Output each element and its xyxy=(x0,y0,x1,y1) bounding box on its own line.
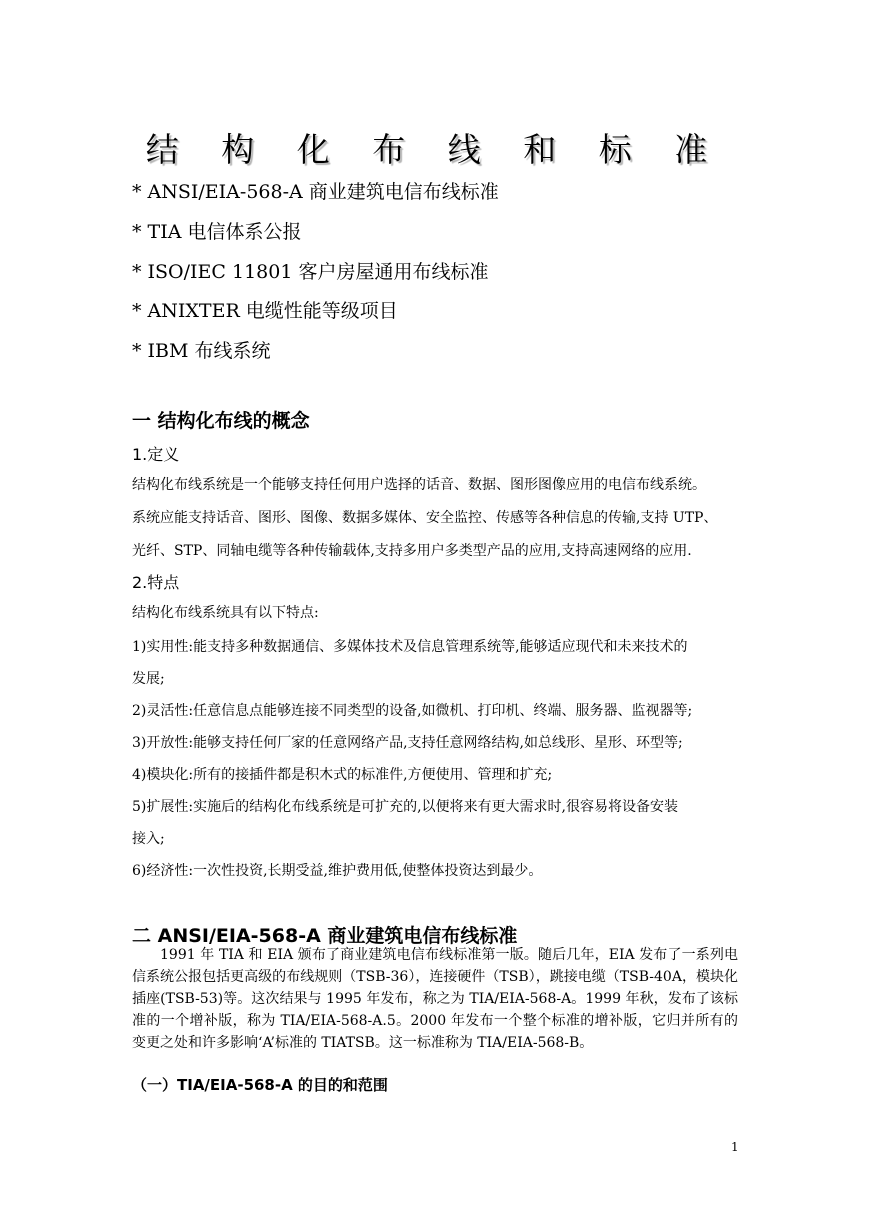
body-line: 系统应能支持话音、图形、图像、数据多媒体、安全监控、传感等各种信息的传输,支持 UTP、 xyxy=(132,510,718,526)
standard-item: * ISO/IEC 11801 客户房屋通用布线标准 xyxy=(132,261,489,283)
subsection-heading: 1.定义 xyxy=(132,445,180,464)
subsection-heading: （一）TIA/EIA-568-A 的目的和范围 xyxy=(132,1076,388,1094)
standard-item: * IBM 布线系统 xyxy=(132,340,271,362)
section-heading: 二 ANSI/EIA-568-A 商业建筑电信布线标准 xyxy=(132,925,518,947)
standard-item: * ANSI/EIA-568-A 商业建筑电信布线标准 xyxy=(132,181,499,203)
standard-item: * ANIXTER 电缆性能等级项目 xyxy=(132,300,398,322)
page-title: 结 构 化 布 线 和 标 准 xyxy=(145,130,724,169)
feature-line: 接入; xyxy=(132,831,165,847)
subsection-heading: 2.特点 xyxy=(132,573,180,592)
body-paragraph: 1991 年 TIA 和 EIA 颁布了商业建筑电信布线标准第一版。随后几年，EIA 发布了一系列电信系统公报包括更高级的布线规则（TSB-36），连接硬件（TSB），跳接电缆（TSB-40A，模块化插座(TSB-53)等。这次结果与 1995 年发布，称之为 TIA/EIA-568-A。1999 年秋，发布了该标准的一个增补版，称为 TIA/EIA-568-A.5。2000 年发布一个整个标准的增补版，它归并所有的变更之处和许多影响‘A’标准的 TIATSB。这一标准称为 TIA/EIA-568-B。 xyxy=(132,947,738,1051)
page-number: 1 xyxy=(731,1140,739,1154)
body-line: 结构化布线系统具有以下特点: xyxy=(132,605,319,621)
feature-line: 3)开放性:能够支持任何厂家的任意网络产品,支持任意网络结构,如总线形、星形、环型等; xyxy=(132,735,683,751)
feature-line: 5)扩展性:实施后的结构化布线系统是可扩充的,以便将来有更大需求时,很容易将设备安装 xyxy=(132,799,678,815)
feature-line: 6)经济性:一次性投资,长期受益,维护费用低,使整体投资达到最少。 xyxy=(132,863,543,879)
feature-line: 发展; xyxy=(132,671,165,687)
section-heading: 一 结构化布线的概念 xyxy=(132,410,310,432)
body-line: 光纤、STP、同轴电缆等各种传输载体,支持多用户多类型产品的应用,支持高速网络的应用. xyxy=(132,543,692,559)
body-line: 结构化布线系统是一个能够支持任何用户选择的话音、数据、图形图像应用的电信布线系统。 xyxy=(132,477,706,493)
feature-line: 1)实用性:能支持多种数据通信、多媒体技术及信息管理系统等,能够适应现代和未来技术的 xyxy=(132,639,688,655)
feature-line: 4)模块化:所有的接插件都是积木式的标准件,方便使用、管理和扩充; xyxy=(132,767,553,783)
feature-line: 2)灵活性:任意信息点能够连接不同类型的设备,如微机、打印机、终端、服务器、监视器等; xyxy=(132,703,693,719)
standard-item: * TIA 电信体系公报 xyxy=(132,221,302,243)
